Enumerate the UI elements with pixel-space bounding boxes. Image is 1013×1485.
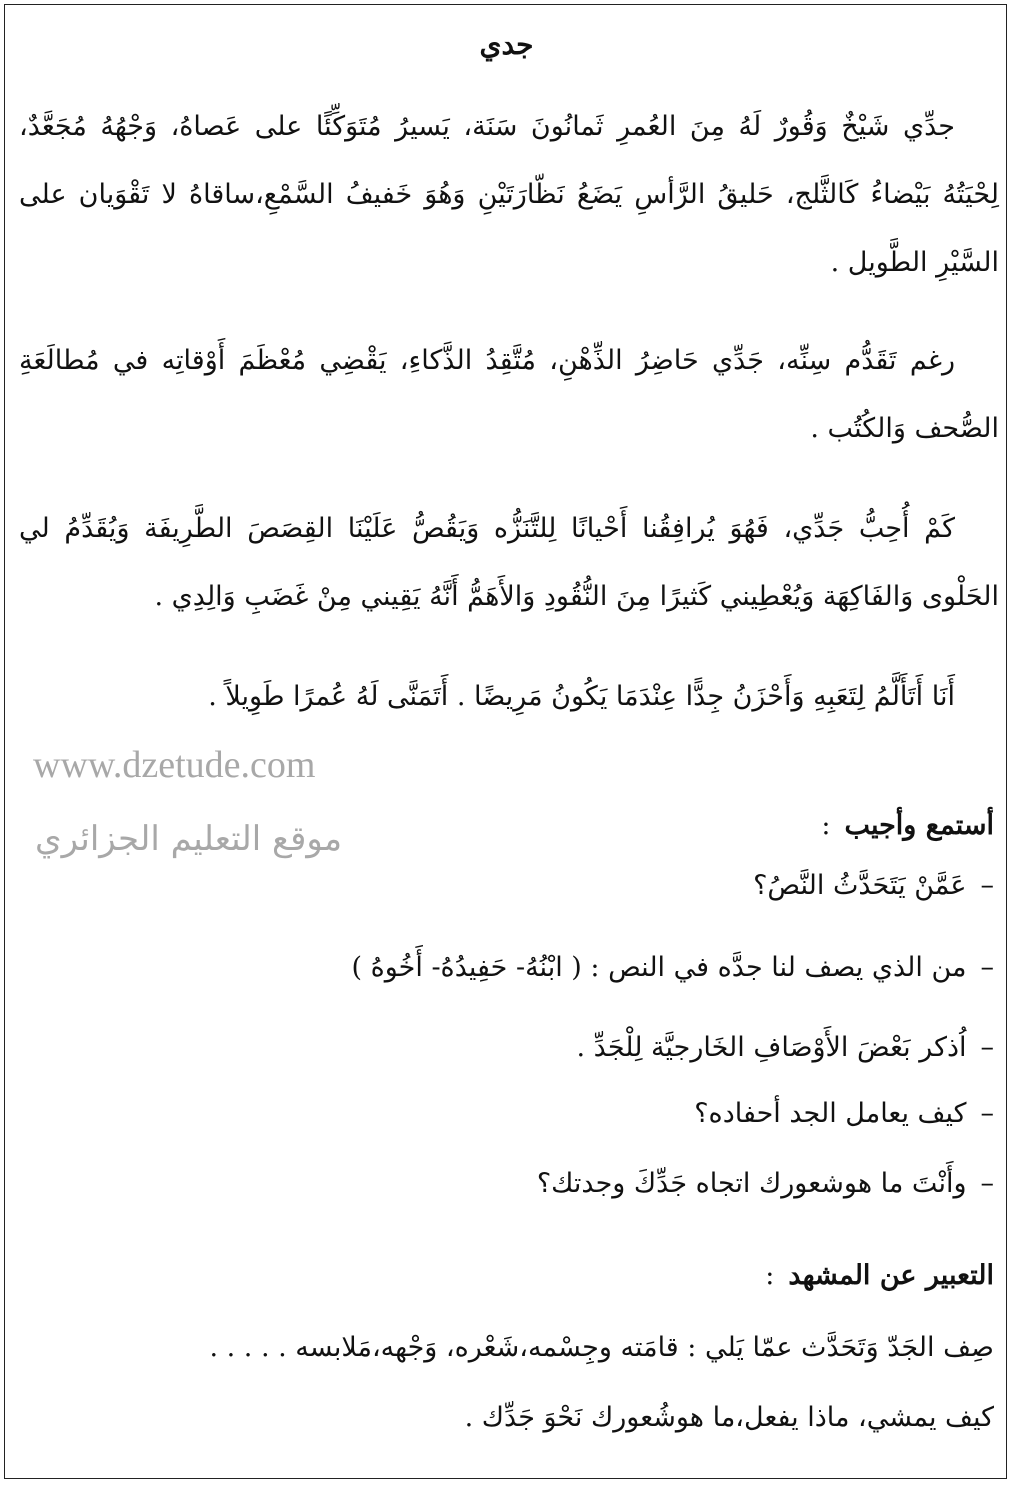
paragraph-feelings: أَنَا أَتَأَلَّمُ لِتَعَبِهِ وَأَحْزَنُ جِدًّا عِنْدَمَا يَكُونُ مَرِيضًا . أَتَمَنَّى لَهُ عُمرًا طَوِيلاً . <box>208 681 955 712</box>
worksheet-page <box>4 4 1007 1479</box>
question-text: وأَنْتَ ما هوشعورك اتجاه جَدِّكَ وجدتك؟ <box>536 1168 967 1199</box>
section-title-express-label: التعبير عن المشهد <box>788 1260 994 1291</box>
question-text: كيف يعامل الجد أحفاده؟ <box>694 1098 967 1129</box>
paragraph-love: كَمْ أُحِبُّ جَدِّي، فَهُوَ يُرافِقُنا أَحْيانًا لِلتَّنَزُّه وَيَقُصُّ عَلَيْنَا القِصَصَ الطَّرِيفَة وَيُقَدِّمُ لي الحَلْوى وَالفَاكِهَة وَيُعْطِيني كَثيرًا مِنَ النُّقُودِ وَالأَهَمُّ أَنَّهُ يَقِيني مِنْ غَضَبِ وَالِدِي . <box>19 513 999 612</box>
paragraph-mind: رغم تَقَدُّم سِنِّه، جَدِّي حَاضِرُ الذِّهْنِ، مُتَّقِدُ الذَّكاءِ، يَقْضِي مُعْظَمَ أَوْقاتِه في مُطالَعَةِ الصُّحف وَالكُتُب . <box>19 345 999 444</box>
section-title-express-colon: : <box>765 1260 775 1291</box>
question-dash: – <box>980 1032 994 1063</box>
question-item <box>577 1025 994 1071</box>
watermark-site-name: موقع التعليم الجزائري <box>35 819 343 859</box>
section-title-express <box>765 1253 994 1299</box>
question-text: اُذكر بَعْضَ الأَوْصَافِ الخَارجيَّة لِلْجَدِّ . <box>576 1032 967 1063</box>
question-text: من الذي يصف لنا جدَّه في النص : ( ابْنُهُ- حَفِيدُهُ- أَخُوهُ ) <box>351 952 967 983</box>
question-item <box>537 1161 994 1207</box>
question-dash: – <box>980 1168 994 1199</box>
text-title: جدي <box>479 28 534 61</box>
question-dash: – <box>980 870 994 901</box>
section-title-listen <box>821 803 994 849</box>
question-dash: – <box>980 1098 994 1129</box>
expression-line: صِف الجَدّ وَتَحَدَّث عمّا يَلي : قامَته وجِسْمه،شَعْره، وَجْهه،مَلابسه . . . . . <box>209 1332 994 1363</box>
section-title-listen-colon: : <box>821 810 831 841</box>
section-title-listen-label: أستمع وأجيب <box>844 810 994 841</box>
question-item <box>753 863 994 909</box>
watermark-url: www.dzetude.com <box>33 744 316 786</box>
question-text: عَمَّنْ يَتَحَدَّثُ النَّصُ؟ <box>753 870 967 901</box>
paragraph-description: جدِّي شَيْخٌ وَقُورٌ لَهُ مِنَ العُمرِ ثَمانُونَ سَنَة، يَسيرُ مُتَوَكِّئًا على عَصاهُ، وَجْهُهُ مُجَعَّدٌ، لِحْيَتُهُ بَيْضاءُ كَالثَّلج، حَليقُ الرَّأسِ يَضَعُ نَظّارَتَيْنِ وَهُوَ خَفيفُ السَّمْعِ،ساقاهُ لا تَقْوَيان على السَّيْرِ الطَّويل . <box>19 111 999 278</box>
question-item <box>351 945 994 991</box>
expression-line: كيف يمشي، ماذا يفعل،ما هوشُعورك نَحْوَ جَدِّك . <box>464 1402 994 1433</box>
question-item <box>694 1091 994 1137</box>
question-dash: – <box>980 952 994 983</box>
